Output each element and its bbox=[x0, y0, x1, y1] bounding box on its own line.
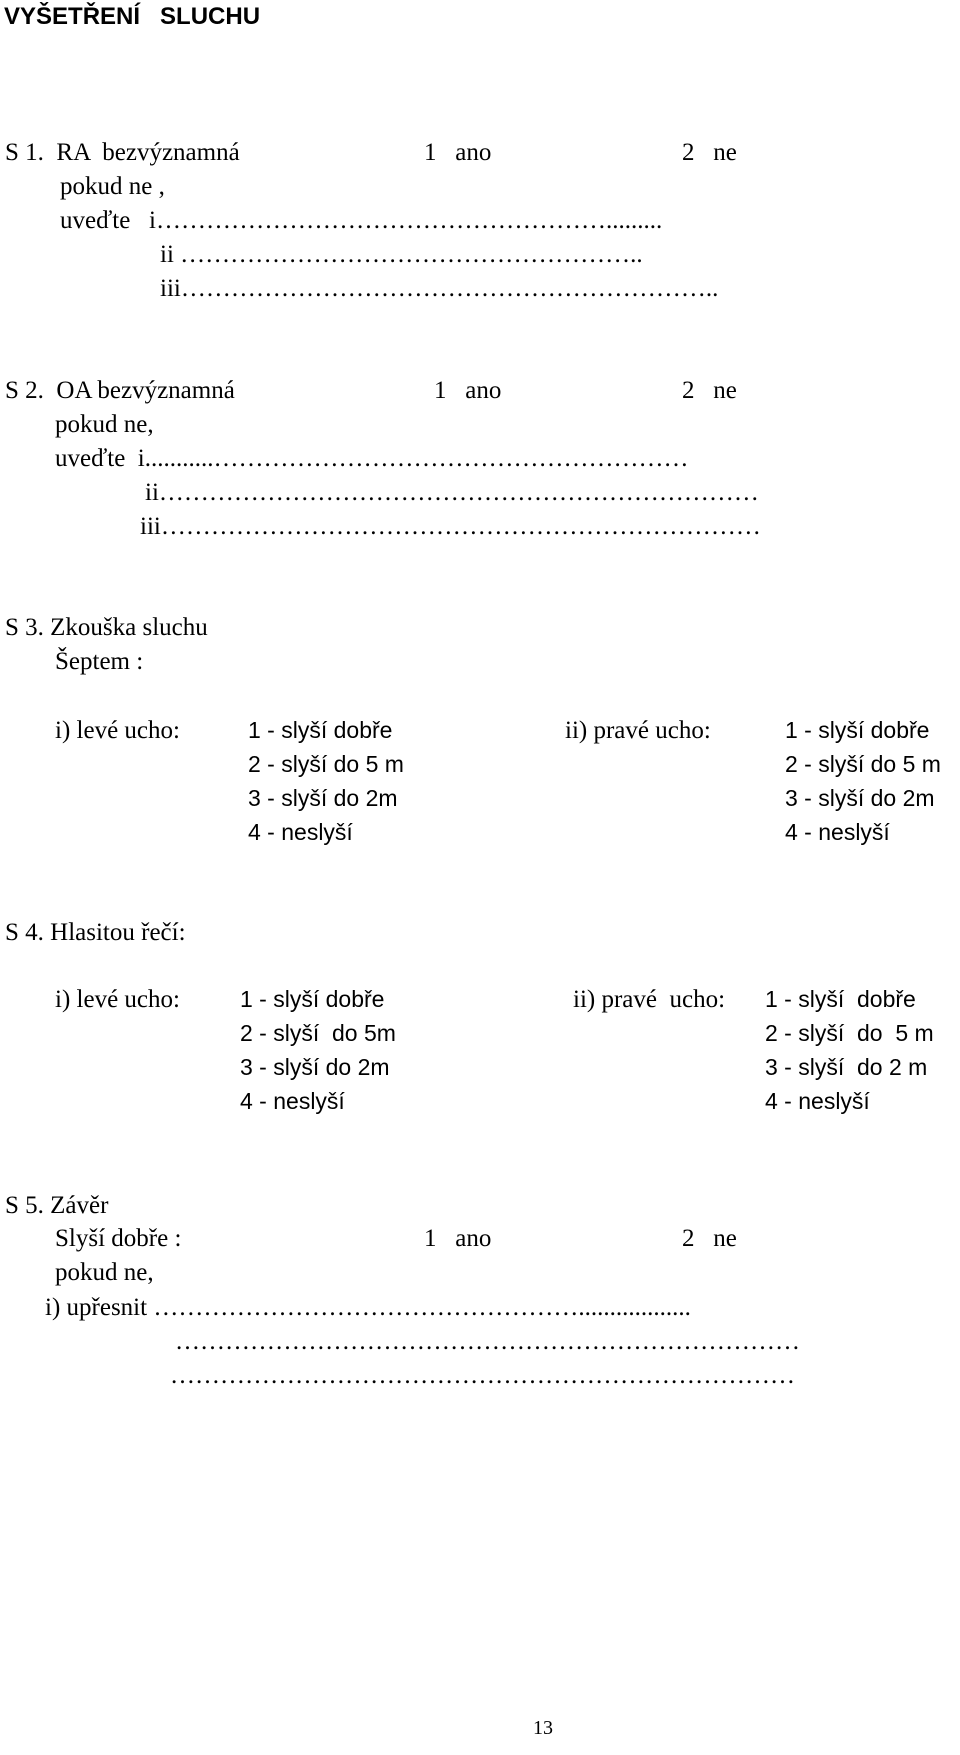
s4-left-ear-label: i) levé ucho: bbox=[55, 986, 180, 1013]
s2-specify-line-iii: iii……………………………………………………………… bbox=[140, 513, 761, 540]
page-number: 13 bbox=[533, 1717, 553, 1739]
s3-right-option: 4 - neslyší bbox=[785, 819, 890, 845]
s4-right-option: 2 - slyší do 5 m bbox=[765, 1020, 934, 1046]
s4-right-ear-label: ii) pravé ucho: bbox=[573, 986, 726, 1013]
s2-if-no: pokud ne, bbox=[55, 411, 154, 438]
s5-specify-line-iii: ………………………………………………………………… bbox=[170, 1362, 795, 1389]
s5-option-yes: 1 ano bbox=[424, 1225, 492, 1252]
s3-left-option: 3 - slyší do 2m bbox=[248, 785, 398, 811]
s5-specify-line-ii: ………………………………………………………………… bbox=[175, 1328, 800, 1355]
s3-left-option: 2 - slyší do 5 m bbox=[248, 751, 404, 777]
s3-right-option: 1 - slyší dobře bbox=[785, 717, 930, 743]
s1-specify-line-ii: ii ……………………………………………….. bbox=[160, 241, 643, 268]
s5-specify-line-i: i) upřesnit …………………………………………….................. bbox=[45, 1294, 691, 1321]
s4-left-option: 3 - slyší do 2m bbox=[240, 1054, 390, 1080]
s5-option-no: 2 ne bbox=[682, 1225, 737, 1252]
s2-option-yes: 1 ano bbox=[434, 377, 502, 404]
s1-specify-line-i: uveďte i………………………………………………......... bbox=[60, 207, 663, 234]
s4-left-option: 1 - slyší dobře bbox=[240, 986, 385, 1012]
s3-left-ear-label: i) levé ucho: bbox=[55, 717, 180, 744]
s1-label: S 1. RA bezvýznamná bbox=[5, 139, 240, 166]
s1-if-no: pokud ne , bbox=[60, 173, 165, 200]
s4-right-option: 1 - slyší dobře bbox=[765, 986, 916, 1012]
s1-specify-line-iii: iii……………………………………………………….. bbox=[160, 275, 719, 302]
s2-specify-line-ii: ii……………………………………………………………… bbox=[145, 479, 759, 506]
s5-if-no: pokud ne, bbox=[55, 1259, 154, 1286]
s3-right-option: 3 - slyší do 2m bbox=[785, 785, 935, 811]
s4-right-option: 4 - neslyší bbox=[765, 1088, 870, 1114]
s1-option-yes: 1 ano bbox=[424, 139, 492, 166]
s5-label: S 5. Závěr bbox=[5, 1192, 109, 1219]
s1-option-no: 2 ne bbox=[682, 139, 737, 166]
s3-right-ear-label: ii) pravé ucho: bbox=[565, 717, 711, 744]
s3-label: S 3. Zkouška sluchu bbox=[5, 614, 208, 641]
s2-label: S 2. OA bezvýznamná bbox=[5, 377, 235, 404]
s4-left-option: 4 - neslyší bbox=[240, 1088, 345, 1114]
s3-subtitle: Šeptem : bbox=[55, 648, 144, 675]
s2-option-no: 2 ne bbox=[682, 377, 737, 404]
s3-left-option: 4 - neslyší bbox=[248, 819, 353, 845]
s2-specify-line-i: uveďte i...........………………………………………………… bbox=[55, 445, 689, 472]
s3-left-option: 1 - slyší dobře bbox=[248, 717, 393, 743]
s5-subtitle: Slyší dobře : bbox=[55, 1225, 182, 1252]
s4-label: S 4. Hlasitou řečí: bbox=[5, 919, 186, 946]
page-title: VYŠETŘENÍ SLUCHU bbox=[4, 3, 261, 30]
s4-left-option: 2 - slyší do 5m bbox=[240, 1020, 396, 1046]
s3-right-option: 2 - slyší do 5 m bbox=[785, 751, 941, 777]
s4-right-option: 3 - slyší do 2 m bbox=[765, 1054, 928, 1080]
